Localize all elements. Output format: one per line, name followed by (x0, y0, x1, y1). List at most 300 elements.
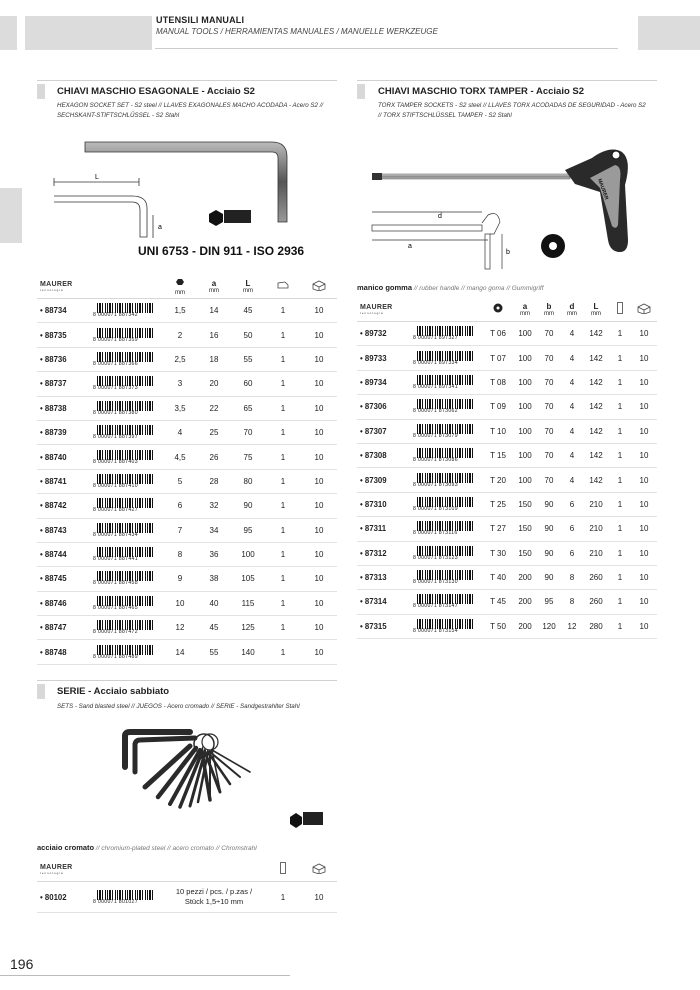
cell-a: 25 (197, 420, 231, 444)
barcode: 8 000071 873109 (413, 496, 477, 513)
article-code: • 88741 (37, 469, 87, 493)
barcode: 8 000071 887342 (93, 302, 157, 319)
cell-b: 70 (537, 395, 561, 419)
cell-a: 100 (513, 346, 537, 370)
cell-L: 55 (231, 347, 265, 371)
barcode-cell (407, 492, 483, 516)
cell-q2: 10 (631, 590, 657, 614)
barcode: 8 000071 887441 (93, 546, 157, 563)
article-code: • 88737 (37, 372, 87, 396)
barcode: 8 000071 897334 (413, 350, 477, 367)
cell-size: 4,5 (163, 445, 197, 469)
torx-hang-hole (612, 151, 620, 159)
cell-L: 70 (231, 420, 265, 444)
barcode-cell (87, 494, 163, 518)
barcode: 8 000071 887380 (93, 400, 157, 417)
article-code: • 88744 (37, 542, 87, 566)
cell-a: 36 (197, 542, 231, 566)
cell-q2: 10 (631, 541, 657, 565)
barcode: 8 000071 887373 (93, 375, 157, 392)
torx-handle-brand: MAURER (596, 177, 610, 201)
set-table-header (37, 857, 337, 882)
cell-L: 75 (231, 445, 265, 469)
table-row (37, 299, 337, 323)
cell-a: 150 (513, 517, 537, 541)
set-section-title: SERIE - Acciaio sabbiato (57, 686, 170, 697)
cell-size: T 08 (483, 370, 513, 394)
article-code: • 89732 (357, 322, 407, 346)
article-code: • 88736 (37, 347, 87, 371)
table-row (357, 419, 657, 443)
header-tab-right (638, 16, 700, 50)
article-code: • 88735 (37, 323, 87, 347)
cell-a: 20 (197, 372, 231, 396)
cell-a: 150 (513, 541, 537, 565)
cell-a: 100 (513, 443, 537, 467)
set-hex-icon (290, 813, 302, 828)
cell-q1: 1 (265, 567, 301, 591)
barcode-cell (87, 347, 163, 371)
cell-b: 70 (537, 443, 561, 467)
cell-q2: 10 (631, 492, 657, 516)
article-code: • 87309 (357, 468, 407, 492)
hex-key-drawing (54, 178, 153, 238)
article-code: • 88742 (37, 494, 87, 518)
hex-key-crosssection (224, 210, 251, 223)
cell-q1: 1 (265, 542, 301, 566)
torx-dim-a: a (408, 243, 412, 250)
cell-size: 7 (163, 518, 197, 542)
cell-b: 90 (537, 517, 561, 541)
cell-d: 4 (561, 346, 583, 370)
cell-q2: 10 (301, 372, 337, 396)
cell-d: 6 (561, 517, 583, 541)
cell-q2: 10 (301, 591, 337, 615)
article-code: • 87313 (357, 565, 407, 589)
cell-q1: 1 (265, 494, 301, 518)
cell-q2: 10 (301, 567, 337, 591)
cell-size: T 30 (483, 541, 513, 565)
table-row (37, 445, 337, 469)
barcode: 8 000071 873154 (413, 618, 477, 635)
header-tab-mid (25, 16, 152, 50)
cell-q1: 1 (265, 299, 301, 323)
cell-a: 22 (197, 396, 231, 420)
barcode-cell (407, 590, 483, 614)
cell-L: 45 (231, 299, 265, 323)
barcode-cell (87, 640, 163, 664)
cell-size: T 06 (483, 322, 513, 346)
barcode-cell (407, 541, 483, 565)
hex-key-illustration (40, 130, 340, 270)
cell-size: 2 (163, 323, 197, 347)
barcode-cell (407, 443, 483, 467)
barcode: 8 000071 873062 (413, 398, 477, 415)
barcode: 8 000071 873079 (413, 423, 477, 440)
barcode-cell (87, 567, 163, 591)
table-row (357, 565, 657, 589)
cell-size: T 15 (483, 443, 513, 467)
cell-a: 200 (513, 614, 537, 638)
cell-size: T 50 (483, 614, 513, 638)
cell-size: 8 (163, 542, 197, 566)
cell-L: 65 (231, 396, 265, 420)
article-code: • 88746 (37, 591, 87, 615)
cell-q1: 1 (609, 370, 631, 394)
cell-L: 140 (231, 640, 265, 664)
set-key-crosssection (303, 812, 323, 825)
barcode-cell (407, 614, 483, 638)
table-row (37, 323, 337, 347)
cell-size: T 27 (483, 517, 513, 541)
article-code: • 89734 (357, 370, 407, 394)
article-code: • 87307 (357, 419, 407, 443)
cell-q1: 1 (265, 347, 301, 371)
hex-section-divider (37, 80, 337, 81)
cell-size: T 09 (483, 395, 513, 419)
cell-q1: 1 (609, 541, 631, 565)
hex-dim-L: L (95, 174, 99, 181)
cell-b: 90 (537, 541, 561, 565)
cell-b: 90 (537, 492, 561, 516)
cell-size: 4 (163, 420, 197, 444)
cell-a: 40 (197, 591, 231, 615)
cell-a: 100 (513, 322, 537, 346)
cell-b: 120 (537, 614, 561, 638)
cell-q1: 1 (265, 372, 301, 396)
cell-L: 260 (583, 565, 609, 589)
maurer-logo-torx: MAURER tecnologia (360, 303, 393, 315)
barcode-cell (407, 419, 483, 443)
side-tab (0, 188, 22, 243)
barcode-cell (407, 370, 483, 394)
cell-q2: 10 (631, 517, 657, 541)
cell-q2: 10 (301, 445, 337, 469)
table-row (357, 541, 657, 565)
cell-a: 45 (197, 616, 231, 640)
torx-dim-d: d (438, 213, 442, 220)
set-table (37, 857, 337, 913)
hex-table-header: MAURER tecnologia mm a mm L mm (37, 274, 337, 299)
cell-q2: 10 (301, 323, 337, 347)
cell-L: 50 (231, 323, 265, 347)
cell-size: T 07 (483, 346, 513, 370)
cell-a: 28 (197, 469, 231, 493)
table-row (37, 396, 337, 420)
article-code: • 88747 (37, 616, 87, 640)
qty-box: 10 (301, 882, 337, 913)
cell-b: 90 (537, 565, 561, 589)
cell-size: 3 (163, 372, 197, 396)
cell-L: 260 (583, 590, 609, 614)
table-row (37, 616, 337, 640)
barcode-cell (87, 518, 163, 542)
barcode-cell (87, 616, 163, 640)
torx-section-subtitle (378, 101, 663, 121)
barcode: 8 000071 887359 (93, 327, 157, 344)
article-code: • 87310 (357, 492, 407, 516)
hex-section-title: CHIAVI MASCHIO ESAGONALE - Acciaio S2 (57, 86, 255, 97)
torx-section-divider (357, 80, 657, 81)
cell-q1: 1 (609, 590, 631, 614)
pack-icon (265, 274, 301, 299)
cell-a: 100 (513, 370, 537, 394)
cell-L: 60 (231, 372, 265, 396)
barcode: 8 000071 897341 (413, 374, 477, 391)
cell-a: 100 (513, 419, 537, 443)
cell-L: 142 (583, 395, 609, 419)
cell-L: 125 (231, 616, 265, 640)
cell-L: 210 (583, 517, 609, 541)
cell-q2: 10 (301, 616, 337, 640)
torx-caption: manico gomma // rubber handle // mango goma // Gummigriff (357, 283, 544, 292)
barcode-cell (407, 322, 483, 346)
barcode: 8 000071 887366 (93, 351, 157, 368)
set-section-marker (37, 684, 45, 699)
cell-L: 80 (231, 469, 265, 493)
cell-q1: 1 (609, 614, 631, 638)
cell-b: 95 (537, 590, 561, 614)
cell-size: 12 (163, 616, 197, 640)
box-icon-set (301, 857, 337, 882)
article-code: • 87314 (357, 590, 407, 614)
article-code: • 88743 (37, 518, 87, 542)
cell-q1: 1 (609, 492, 631, 516)
cell-a: 200 (513, 590, 537, 614)
cell-q2: 10 (631, 370, 657, 394)
set-table-row (37, 882, 337, 913)
hex-subtitle-line2: SECHSKANT-STIFTSCHLÜSSEL - S2 Stahl (57, 112, 180, 119)
barcode: 8 000071 801027 (93, 889, 157, 906)
cell-L: 280 (583, 614, 609, 638)
cell-size: T 20 (483, 468, 513, 492)
pack-icon-torx (609, 297, 631, 322)
cell-L: 90 (231, 494, 265, 518)
cell-a: 100 (513, 395, 537, 419)
barcode-cell (87, 323, 163, 347)
cell-a: 200 (513, 565, 537, 589)
cell-L: 210 (583, 541, 609, 565)
torx-key-illustration (360, 130, 660, 280)
cell-L: 115 (231, 591, 265, 615)
cell-q2: 10 (301, 469, 337, 493)
cell-L: 210 (583, 492, 609, 516)
torx-dim-b: b (506, 249, 510, 256)
table-row (37, 567, 337, 591)
cell-q1: 1 (609, 395, 631, 419)
torx-shaft (380, 174, 570, 179)
cell-q1: 1 (265, 445, 301, 469)
cell-q1: 1 (609, 443, 631, 467)
table-row (37, 372, 337, 396)
cell-q2: 10 (631, 565, 657, 589)
barcode: 8 000071 887427 (93, 497, 157, 514)
article-code: • 87311 (357, 517, 407, 541)
cell-q1: 1 (265, 640, 301, 664)
barcode-cell (87, 299, 163, 323)
cell-size: 5 (163, 469, 197, 493)
cell-b: 70 (537, 322, 561, 346)
table-row (37, 494, 337, 518)
page-category-title: UTENSILI MANUALI (156, 15, 245, 25)
cell-d: 6 (561, 492, 583, 516)
hex-section-icon (209, 210, 223, 226)
header-tab-left (0, 16, 17, 50)
cell-a: 55 (197, 640, 231, 664)
cell-d: 4 (561, 395, 583, 419)
cell-size: 2,5 (163, 347, 197, 371)
cell-a: 150 (513, 492, 537, 516)
cell-a: 34 (197, 518, 231, 542)
cell-q2: 10 (301, 420, 337, 444)
cell-q1: 1 (609, 322, 631, 346)
cell-q1: 1 (265, 469, 301, 493)
header-divider (155, 48, 618, 49)
cell-L: 95 (231, 518, 265, 542)
cell-q2: 10 (631, 346, 657, 370)
cell-q2: 10 (301, 299, 337, 323)
article-code: • 88739 (37, 420, 87, 444)
article-code: • 88745 (37, 567, 87, 591)
barcode: 8 000071 887403 (93, 449, 157, 466)
cell-d: 12 (561, 614, 583, 638)
table-row (357, 590, 657, 614)
page-number: 196 (10, 956, 34, 972)
set-section-divider (37, 680, 337, 681)
cell-L: 142 (583, 443, 609, 467)
table-row (357, 492, 657, 516)
cell-a: 38 (197, 567, 231, 591)
cell-L: 142 (583, 419, 609, 443)
barcode-cell (87, 591, 163, 615)
hex-dim-a: a (158, 224, 162, 231)
barcode-cell (87, 396, 163, 420)
box-icon-torx (631, 297, 657, 322)
table-row (357, 370, 657, 394)
cell-q1: 1 (265, 591, 301, 615)
torx-section-title: CHIAVI MASCHIO TORX TAMPER - Acciaio S2 (378, 86, 585, 97)
set-caption: acciaio cromato // chromium-plated steel // acero cromato // Chromstrahl (37, 843, 257, 852)
barcode: 8 000071 887410 (93, 473, 157, 490)
barcode: 8 000071 873086 (413, 447, 477, 464)
cell-q2: 10 (301, 640, 337, 664)
cell-q2: 10 (631, 468, 657, 492)
hex-size-icon: mm (163, 274, 197, 299)
cell-q2: 10 (631, 614, 657, 638)
barcode-cell (407, 395, 483, 419)
cell-b: 70 (537, 346, 561, 370)
cell-q1: 1 (265, 323, 301, 347)
hex-key-set-photo (125, 732, 250, 807)
torx-key-drawing (372, 212, 502, 269)
torx-subtitle-line2: // TORX STIFTSCHLÜSSEL TAMPER - S2 Stahl (378, 112, 512, 119)
cell-a: 100 (513, 468, 537, 492)
cell-d: 4 (561, 322, 583, 346)
hex-section-subtitle (57, 101, 347, 121)
cell-q1: 1 (609, 517, 631, 541)
cell-q2: 10 (631, 322, 657, 346)
table-row (357, 517, 657, 541)
cell-d: 4 (561, 419, 583, 443)
table-row (37, 469, 337, 493)
barcode: 8 000071 873093 (413, 472, 477, 489)
cell-size: T 40 (483, 565, 513, 589)
barcode: 8 000071 887472 (93, 619, 157, 636)
table-row (357, 468, 657, 492)
cell-L: 142 (583, 346, 609, 370)
maurer-logo-set: MAURER tecnologia (40, 863, 73, 875)
article-code: • 87306 (357, 395, 407, 419)
barcode-cell (407, 565, 483, 589)
cell-size: 1,5 (163, 299, 197, 323)
barcode-cell (87, 372, 163, 396)
barcode: 8 000071 887397 (93, 424, 157, 441)
table-row (37, 518, 337, 542)
article-code: • 87312 (357, 541, 407, 565)
article-code: • 89733 (357, 346, 407, 370)
torx-size-icon (483, 297, 513, 322)
cell-L: 100 (231, 542, 265, 566)
cell-size: T 25 (483, 492, 513, 516)
article-code: • 88748 (37, 640, 87, 664)
cell-a: 16 (197, 323, 231, 347)
table-row (37, 640, 337, 664)
barcode: 8 000071 873130 (413, 569, 477, 586)
cell-q2: 10 (301, 494, 337, 518)
cell-size: 6 (163, 494, 197, 518)
cell-q1: 1 (265, 396, 301, 420)
table-row (37, 420, 337, 444)
torx-profile-icon (541, 234, 565, 258)
article-code: • 80102 (37, 882, 87, 913)
article-code: • 87315 (357, 614, 407, 638)
cell-q2: 10 (631, 443, 657, 467)
cell-q1: 1 (265, 420, 301, 444)
cell-b: 70 (537, 419, 561, 443)
cell-q1: 1 (609, 346, 631, 370)
barcode: 8 000071 887458 (93, 570, 157, 587)
cell-a: 14 (197, 299, 231, 323)
cell-size: 14 (163, 640, 197, 664)
barcode: 8 000071 873123 (413, 545, 477, 562)
barcode-cell (87, 469, 163, 493)
hex-standards: UNI 6753 - DIN 911 - ISO 2936 (138, 244, 305, 258)
barcode: 8 000071 873116 (413, 520, 477, 537)
cell-size: T 45 (483, 590, 513, 614)
cell-q2: 10 (301, 518, 337, 542)
article-code: • 88740 (37, 445, 87, 469)
torx-table (357, 297, 657, 639)
cell-d: 8 (561, 565, 583, 589)
cell-d: 4 (561, 443, 583, 467)
article-code: • 88738 (37, 396, 87, 420)
hex-subtitle-line1: HEXAGON SOCKET SET - S2 steel // LLAVES EXAGONALES MACHO ACODADA - Acero S2 // (57, 102, 324, 109)
barcode-cell (407, 346, 483, 370)
table-row (357, 346, 657, 370)
barcode-cell (407, 517, 483, 541)
table-row (357, 395, 657, 419)
cell-q2: 10 (631, 419, 657, 443)
article-code: • 88734 (37, 299, 87, 323)
hex-table (37, 274, 337, 665)
table-row (357, 322, 657, 346)
cell-a: 18 (197, 347, 231, 371)
cell-d: 4 (561, 468, 583, 492)
cell-a: 26 (197, 445, 231, 469)
barcode-cell (87, 445, 163, 469)
article-code: • 87308 (357, 443, 407, 467)
set-section-subtitle: SETS - Sand blasted steel // JUEGOS - Acero cromado // SERIE - Sandgestrahlter Stahl (57, 703, 300, 710)
